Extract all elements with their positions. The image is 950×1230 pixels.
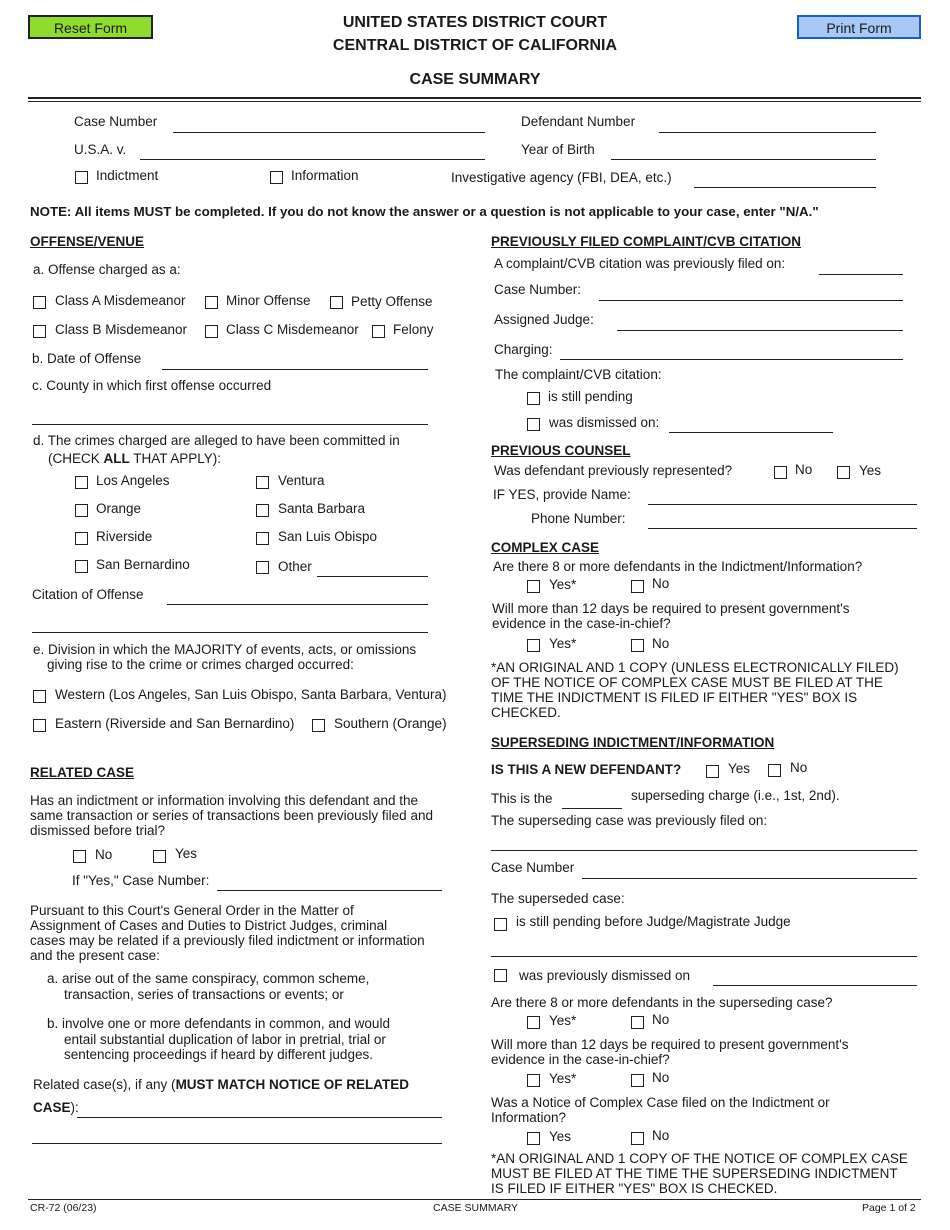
complex-q2-yes-label: Yes* — [549, 636, 577, 651]
date-of-offense-label: b. Date of Offense — [32, 351, 142, 366]
san-luis-obispo-label: San Luis Obispo — [278, 529, 378, 544]
charging-label: Charging: — [494, 342, 553, 357]
related-no-checkbox[interactable] — [73, 850, 86, 863]
defendant-number-field[interactable] — [659, 132, 876, 133]
related-cases-field[interactable] — [77, 1117, 442, 1118]
footer-title: CASE SUMMARY — [433, 1202, 518, 1214]
related-yes-checkbox[interactable] — [153, 850, 166, 863]
complex-q1-label: Are there 8 or more defendants in the Indictment/Information? — [493, 559, 863, 574]
represented-yes-checkbox[interactable] — [837, 466, 850, 479]
notice-filed-yes-label: Yes — [549, 1129, 572, 1144]
class-b-label: Class B Misdemeanor — [55, 322, 188, 337]
citation-of-offense-label: Citation of Offense — [32, 587, 144, 602]
complaint-pending-checkbox[interactable] — [527, 392, 540, 405]
page-title: CASE SUMMARY — [409, 71, 541, 88]
superseding-q8-yes-label: Yes* — [549, 1013, 577, 1028]
indictment-label: Indictment — [96, 168, 159, 183]
previous-counsel-heading: PREVIOUS COUNSEL — [491, 443, 631, 458]
note-text: NOTE: All items MUST be completed. If you do not know the answer or a question is not applicable to your case, enter "N/A." — [30, 204, 819, 219]
county-first-offense-label: c. County in which first offense occurred — [32, 378, 272, 393]
usa-v-label: U.S.A. v. — [74, 142, 127, 157]
new-defendant-label: IS THIS A NEW DEFENDANT? — [491, 762, 682, 777]
counsel-name-field[interactable] — [648, 504, 917, 505]
class-c-checkbox[interactable] — [205, 325, 218, 338]
district-name: CENTRAL DISTRICT OF CALIFORNIA — [332, 37, 618, 54]
superseding-charge-label: superseding charge (i.e., 1st, 2nd). — [631, 788, 840, 803]
related-cases-label: Related case(s), if any (MUST MATCH NOTICE OF RELATED — [33, 1077, 410, 1092]
reset-form-button[interactable]: Reset Form — [28, 15, 153, 39]
new-defendant-no-label: No — [790, 760, 808, 775]
superseding-q8-yes-checkbox[interactable] — [527, 1016, 540, 1029]
riverside-label: Riverside — [96, 529, 153, 544]
footer-rule — [28, 1199, 921, 1200]
eastern-division-checkbox[interactable] — [33, 719, 46, 732]
criteria-a-line-2: transaction, series of transactions or events; or — [64, 987, 344, 1002]
complaint-pending-label: is still pending — [548, 389, 633, 404]
criteria-b-line-2: entail substantial duplication of labor in pretrial, trial or — [64, 1032, 386, 1047]
counsel-phone-field[interactable] — [648, 528, 917, 529]
complex-q1-no-label: No — [652, 576, 670, 591]
complaint-dismissed-date-field[interactable] — [669, 432, 833, 433]
related-case-number-field[interactable] — [217, 890, 442, 891]
superseding-q12-yes-label: Yes* — [549, 1071, 577, 1086]
superseding-notice-text: *AN ORIGINAL AND 1 COPY OF THE NOTICE OF COMPLEX CASE MUST BE FILED AT THE TIME THE SUPERSEDING INDICTMENT IS FILED IF EITHER "YES" BOX IS CHECKED. — [491, 1151, 908, 1196]
superseded-judge-field[interactable] — [491, 956, 917, 957]
represented-no-checkbox[interactable] — [774, 466, 787, 479]
superseding-q12-label: Will more than 12 days be required to present government's — [491, 1037, 849, 1052]
notice-filed-no-label: No — [652, 1128, 670, 1143]
complex-q2-label: Will more than 12 days be required to present government's — [492, 601, 850, 616]
indictment-checkbox[interactable] — [75, 171, 88, 184]
offense-a-label: a. Offense charged as a: — [33, 262, 181, 277]
related-cases-label-2: CASE): — [33, 1100, 79, 1115]
defendant-name-field[interactable] — [140, 159, 485, 160]
complex-q2-yes-checkbox[interactable] — [527, 639, 540, 652]
related-yes-label: Yes — [175, 846, 198, 861]
superseding-case-number-field[interactable] — [582, 878, 917, 879]
complex-case-heading: COMPLEX CASE — [491, 540, 600, 555]
related-no-label: No — [95, 847, 113, 862]
complex-q1-yes-checkbox[interactable] — [527, 580, 540, 593]
superseded-dismissed-checkbox[interactable] — [494, 969, 507, 982]
san-bernardino-label: San Bernardino — [96, 557, 190, 572]
related-case-question: Has an indictment or information involving this defendant and the same transaction or series of transactions been previously filed and dismissed before trial? — [30, 793, 433, 838]
complaint-case-number-label: Case Number: — [494, 282, 582, 297]
superseding-q12-no-label: No — [652, 1070, 670, 1085]
case-number-label: Case Number — [74, 114, 158, 129]
san-bernardino-checkbox[interactable] — [75, 560, 88, 573]
form-number: CR-72 (06/23) — [30, 1202, 97, 1214]
superseding-q12-label-2: evidence in the case-in-chief? — [491, 1052, 670, 1067]
information-checkbox[interactable] — [270, 171, 283, 184]
crimes-committed-label: d. The crimes charged are alleged to have been committed in — [33, 433, 400, 448]
ventura-checkbox[interactable] — [256, 476, 269, 489]
represented-yes-label: Yes — [859, 463, 882, 478]
orange-label: Orange — [96, 501, 142, 516]
criteria-b-line-3: sentencing proceedings if heard by different judges. — [64, 1047, 373, 1062]
division-label-2: giving rise to the crime or crimes charged occurred: — [47, 657, 354, 672]
header-rule-2 — [28, 101, 921, 102]
complex-q1-yes-label: Yes* — [549, 577, 577, 592]
complaint-heading: PREVIOUSLY FILED COMPLAINT/CVB CITATION — [491, 234, 802, 249]
superseding-prev-filed-field[interactable] — [491, 850, 917, 851]
agency-field[interactable] — [694, 187, 876, 188]
western-division-label: Western (Los Angeles, San Luis Obispo, Santa Barbara, Ventura) — [55, 687, 447, 702]
previously-represented-label: Was defendant previously represented? — [494, 463, 733, 478]
division-label: e. Division in which the MAJORITY of events, acts, or omissions — [33, 642, 417, 657]
western-division-checkbox[interactable] — [33, 690, 46, 703]
superseded-pending-label: is still pending before Judge/Magistrate Judge — [516, 914, 791, 929]
superseded-pending-checkbox[interactable] — [494, 918, 507, 931]
santa-barbara-checkbox[interactable] — [256, 504, 269, 517]
complaint-dismissed-checkbox[interactable] — [527, 418, 540, 431]
southern-division-checkbox[interactable] — [312, 719, 325, 732]
complaint-filed-on-field[interactable] — [819, 274, 903, 275]
class-c-label: Class C Misdemeanor — [226, 322, 359, 337]
petty-offense-label: Petty Offense — [351, 294, 433, 309]
case-number-field[interactable] — [173, 132, 485, 133]
superseded-case-label: The superseded case: — [491, 891, 625, 906]
complex-q2-no-label: No — [652, 636, 670, 651]
header-rule — [28, 97, 921, 99]
citation-of-offense-field-2[interactable] — [32, 632, 428, 633]
new-defendant-yes-checkbox[interactable] — [706, 765, 719, 778]
superseding-q12-no-checkbox[interactable] — [631, 1074, 644, 1087]
superseding-q8-label: Are there 8 or more defendants in the superseding case? — [491, 995, 833, 1010]
superseding-q8-no-checkbox[interactable] — [631, 1016, 644, 1029]
new-defendant-yes-label: Yes — [728, 761, 751, 776]
complex-notice-text: *AN ORIGINAL AND 1 COPY (UNLESS ELECTRONICALLY FILED) OF THE NOTICE OF COMPLEX CASE MUST BE FILED AT THE TIME THE INDICTMENT IS FILED IF EITHER "YES" BOX IS CHECKED. — [491, 660, 899, 720]
felony-label: Felony — [393, 322, 434, 337]
check-all-label: (CHECK ALL THAT APPLY): — [48, 451, 222, 466]
felony-checkbox[interactable] — [372, 325, 385, 338]
county-first-offense-field[interactable] — [32, 424, 428, 425]
year-of-birth-field[interactable] — [611, 159, 876, 160]
this-is-the-label: This is the — [491, 791, 553, 806]
superseding-heading: SUPERSEDING INDICTMENT/INFORMATION — [491, 735, 775, 750]
complaint-filed-on-label: A complaint/CVB citation was previously filed on: — [494, 256, 786, 271]
date-of-offense-field[interactable] — [162, 369, 428, 370]
los-angeles-checkbox[interactable] — [75, 476, 88, 489]
superseding-ordinal-field[interactable] — [562, 808, 622, 809]
citation-of-offense-field[interactable] — [167, 604, 428, 605]
new-defendant-no-checkbox[interactable] — [768, 764, 781, 777]
related-case-heading: RELATED CASE — [30, 765, 135, 780]
santa-barbara-label: Santa Barbara — [278, 501, 366, 516]
superseding-q12-yes-checkbox[interactable] — [527, 1074, 540, 1087]
assigned-judge-field[interactable] — [617, 330, 903, 331]
ventura-label: Ventura — [278, 473, 325, 488]
complex-q2-no-checkbox[interactable] — [631, 639, 644, 652]
counsel-name-label: IF YES, provide Name: — [493, 487, 631, 502]
represented-no-label: No — [795, 462, 813, 477]
charging-field[interactable] — [560, 359, 903, 360]
criteria-b-line-1: b. involve one or more defendants in common, and would — [47, 1016, 390, 1031]
other-county-checkbox[interactable] — [256, 561, 269, 574]
complex-q1-no-checkbox[interactable] — [631, 580, 644, 593]
general-order-text: Pursuant to this Court's General Order in the Matter of Assignment of Cases and Duties to District Judges, criminal cases may be related if a previously filed indictment or information and the present case: — [30, 903, 425, 963]
notice-filed-yes-checkbox[interactable] — [527, 1132, 540, 1145]
criteria-a-line-1: a. arise out of the same conspiracy, common scheme, — [47, 971, 370, 986]
complaint-citation-label: The complaint/CVB citation: — [495, 367, 662, 382]
superseding-prev-filed-label: The superseding case was previously filed on: — [491, 813, 768, 828]
page-number: Page 1 of 2 — [862, 1202, 916, 1214]
counsel-phone-label: Phone Number: — [531, 511, 626, 526]
related-cases-field-2[interactable] — [32, 1143, 442, 1144]
assigned-judge-label: Assigned Judge: — [494, 312, 594, 327]
eastern-division-label: Eastern (Riverside and San Bernardino) — [55, 716, 295, 731]
riverside-checkbox[interactable] — [75, 532, 88, 545]
court-name: UNITED STATES DISTRICT COURT — [342, 14, 608, 31]
superseding-q8-no-label: No — [652, 1012, 670, 1027]
notice-filed-label-2: Information? — [491, 1110, 567, 1125]
san-luis-obispo-checkbox[interactable] — [256, 532, 269, 545]
complex-q2-label-2: evidence in the case-in-chief? — [492, 616, 671, 631]
other-county-label: Other — [278, 559, 312, 574]
superseding-case-number-label: Case Number — [491, 860, 575, 875]
class-a-label: Class A Misdemeanor — [55, 293, 186, 308]
print-form-button[interactable]: Print Form — [797, 15, 921, 39]
petty-offense-checkbox[interactable] — [330, 296, 343, 309]
complaint-dismissed-label: was dismissed on: — [549, 415, 660, 430]
class-a-checkbox[interactable] — [33, 296, 46, 309]
southern-division-label: Southern (Orange) — [334, 716, 447, 731]
minor-offense-label: Minor Offense — [226, 293, 311, 308]
minor-offense-checkbox[interactable] — [205, 296, 218, 309]
orange-checkbox[interactable] — [75, 504, 88, 517]
offense-venue-heading: OFFENSE/VENUE — [30, 234, 145, 249]
defendant-number-label: Defendant Number — [521, 114, 636, 129]
notice-filed-label: Was a Notice of Complex Case filed on the Indictment or — [491, 1095, 830, 1110]
notice-filed-no-checkbox[interactable] — [631, 1132, 644, 1145]
superseded-dismissed-label: was previously dismissed on — [519, 968, 691, 983]
complaint-case-number-field[interactable] — [599, 300, 903, 301]
other-county-field[interactable] — [317, 576, 428, 577]
agency-label: Investigative agency (FBI, DEA, etc.) — [451, 170, 672, 185]
year-of-birth-label: Year of Birth — [521, 142, 595, 157]
related-case-number-label: If "Yes," Case Number: — [72, 873, 210, 888]
los-angeles-label: Los Angeles — [96, 473, 170, 488]
information-label: Information — [291, 168, 359, 183]
class-b-checkbox[interactable] — [33, 325, 46, 338]
superseded-dismissed-field[interactable] — [713, 985, 917, 986]
